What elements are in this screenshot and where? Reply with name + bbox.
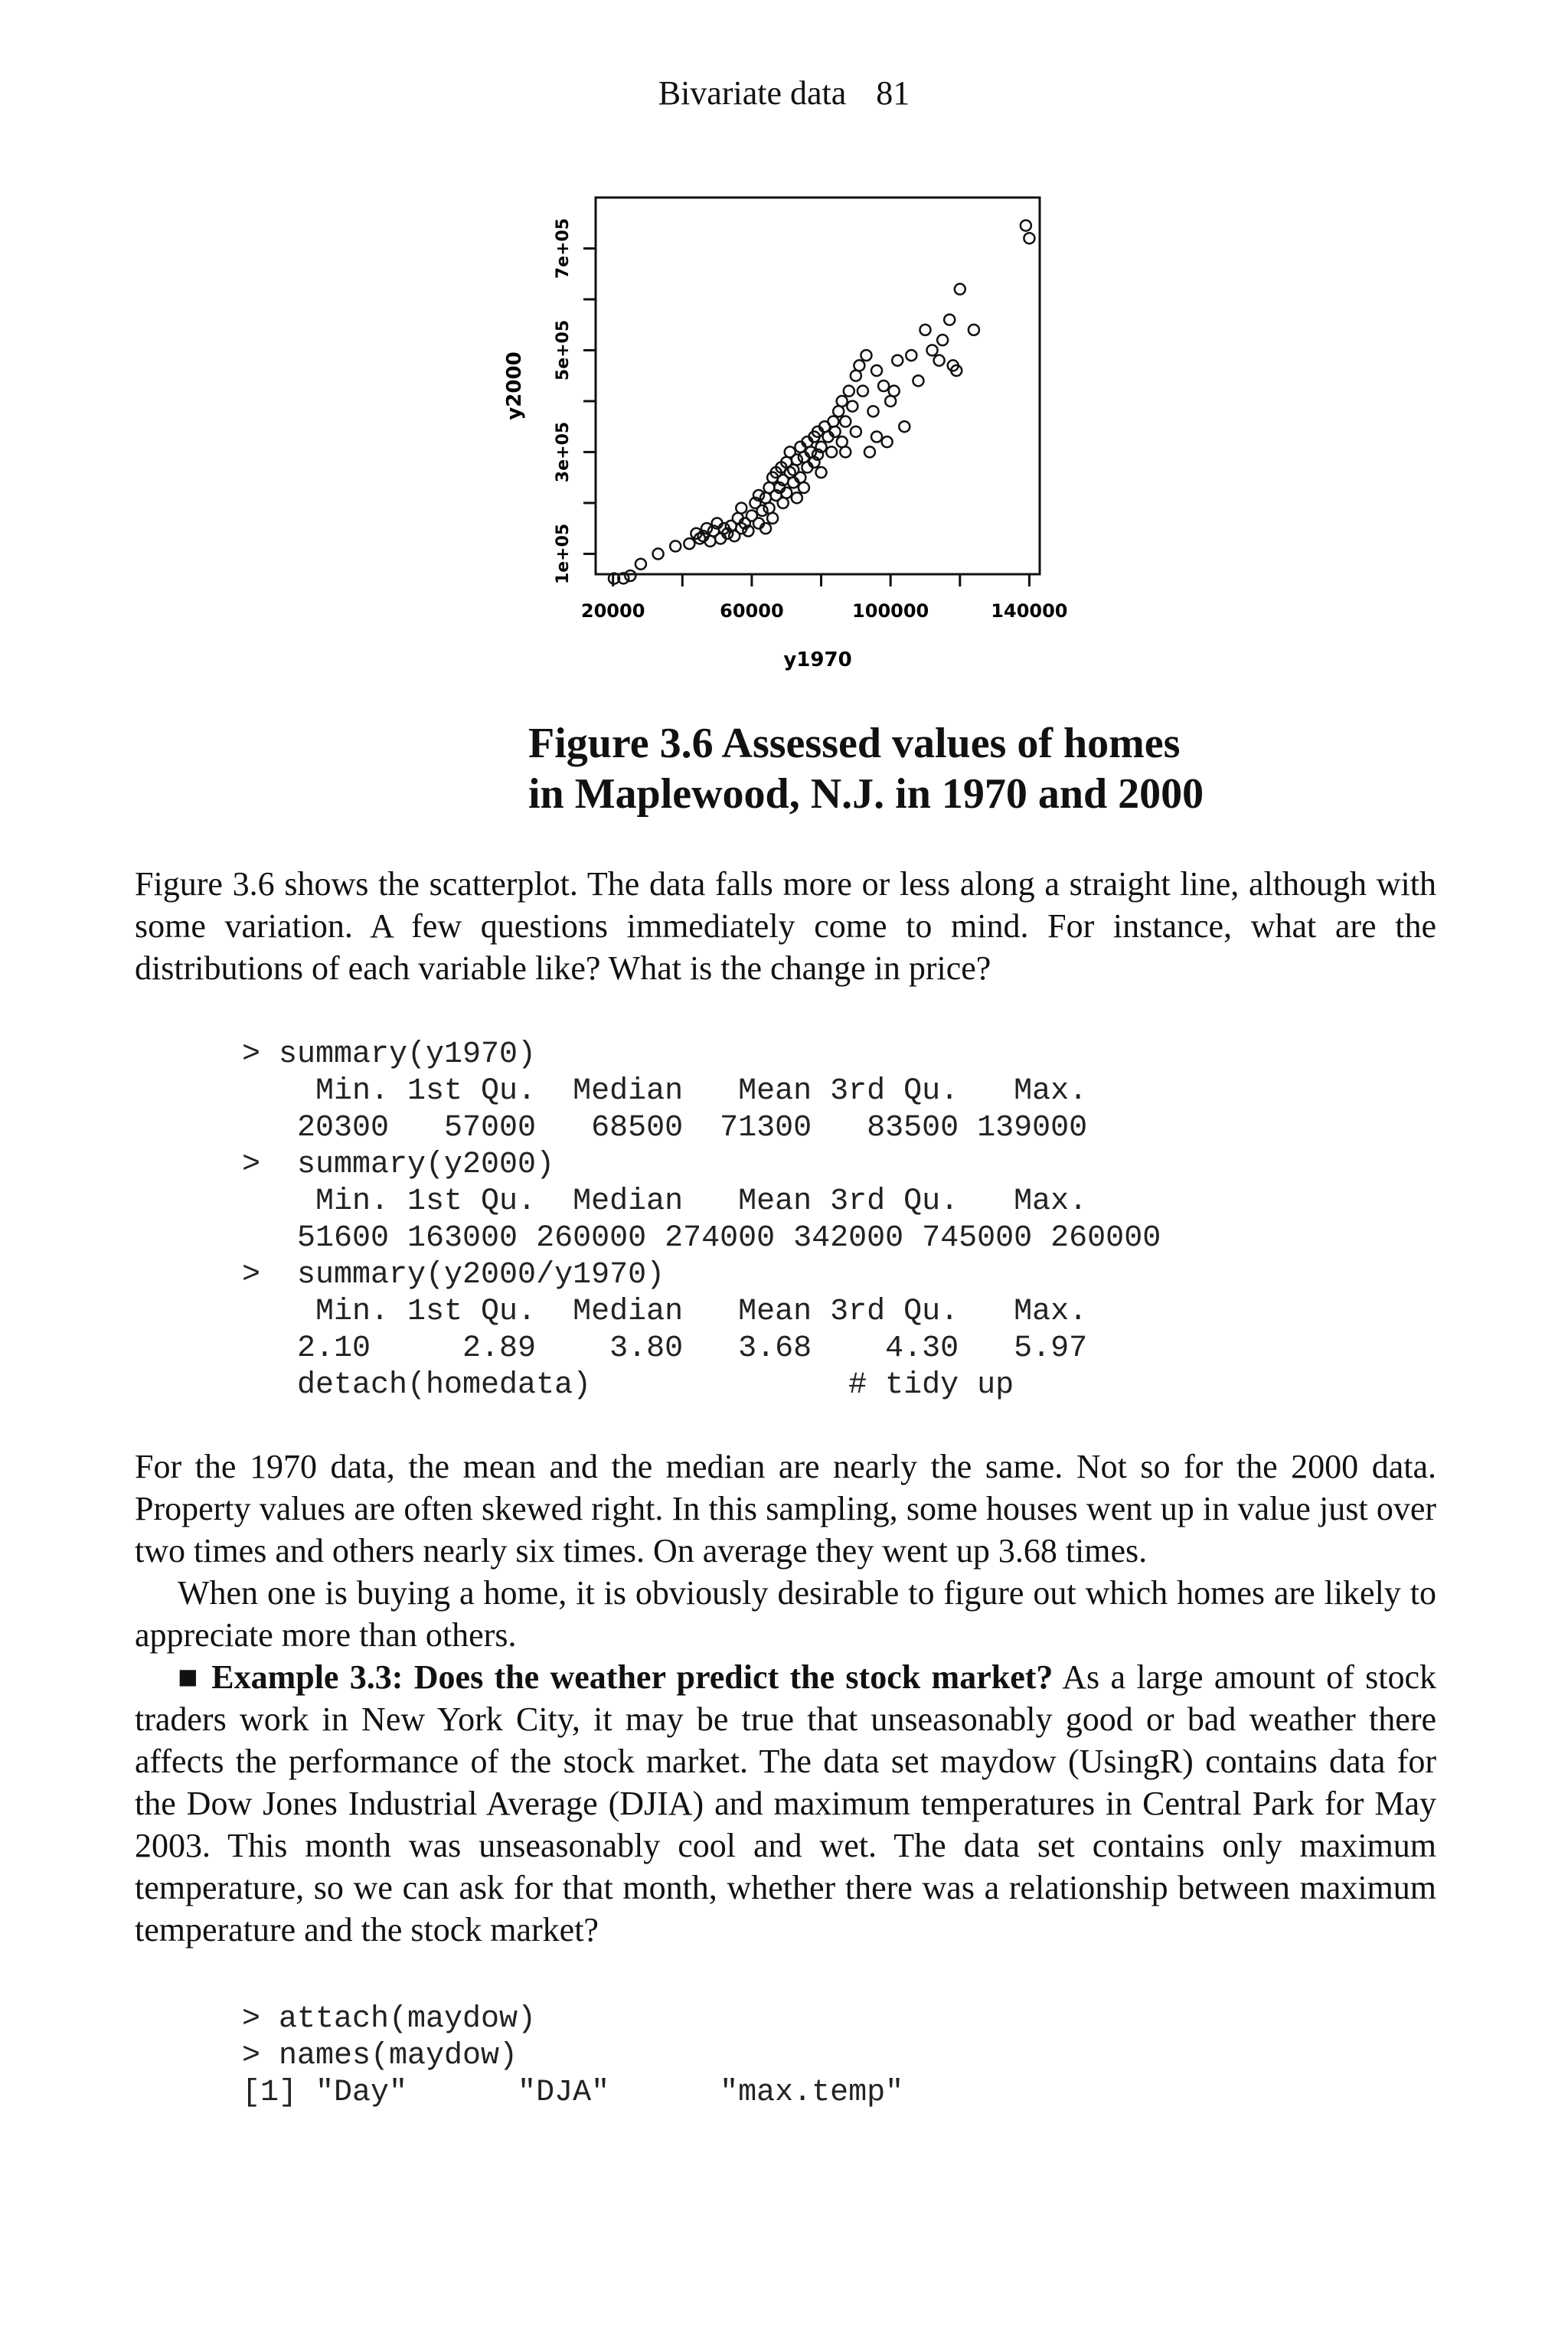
- scatter-point: [778, 498, 789, 508]
- caption-line-2: in Maplewood, N.J. in 1970 and 2000: [528, 770, 1204, 818]
- scatter-point: [840, 416, 851, 427]
- scatter-plot: [490, 190, 1087, 695]
- y-axis: [554, 218, 596, 584]
- caption-line-1: Figure 3.6 Assessed values of homes: [528, 720, 1181, 767]
- figure-caption: [528, 718, 1370, 819]
- scatter-point: [864, 446, 875, 457]
- paragraph-3: When one is buying a home, it is obviously desirable to figure out which homes are likely to appreciate more than others.: [135, 1574, 1436, 1654]
- data-points: [609, 220, 1034, 584]
- plot-frame: [596, 198, 1040, 574]
- scatter-point: [899, 421, 910, 432]
- scatter-point: [882, 436, 893, 447]
- scatter-point: [892, 355, 903, 366]
- code-block-1: [242, 1037, 1161, 1404]
- example-title: Example 3.3: Does the weather predict the stock market?: [211, 1658, 1054, 1696]
- scatter-point: [840, 446, 851, 457]
- y-tick-label: 1e+05: [554, 523, 573, 585]
- example-text: As a large amount of stock traders work in New York City, it may be true that unseasonably good or bad weather there affects the performance of the stock market. The data set maydow (UsingR) contains data for the Dow Jones Industrial Average (DJIA) and maximum temperatures in Central Park for May 2003. This month was unseasonably cool and wet. The data set contains only maximum temperature, so we can ask for that month, whether there was a relationship between maximum temperature and the stock market?: [135, 1658, 1436, 1949]
- x-tick-label: 20000: [580, 600, 645, 622]
- paragraph-1: Figure 3.6 shows the scatterplot. The data falls more or less along a straight line, although with some variation. A few questions immediately come to mind. For instance, what are the distributions of each variable like? What is the change in price?: [135, 865, 1436, 987]
- scatter-point: [625, 570, 635, 581]
- code-line: > summary(y1970): [242, 1037, 537, 1072]
- scatter-point: [1024, 233, 1034, 243]
- scatter-point: [833, 406, 844, 416]
- code-line: [1] "Day" "DJA" "max.temp": [242, 2076, 904, 2110]
- scatter-point: [927, 345, 938, 355]
- scatter-point: [792, 492, 802, 503]
- scatter-point: [826, 446, 837, 457]
- bullet-icon: ■: [178, 1658, 201, 1696]
- scatter-point: [851, 426, 861, 437]
- scatter-point: [757, 505, 768, 516]
- scatter-point: [885, 396, 896, 407]
- scatter-point: [844, 386, 854, 397]
- scatter-point: [854, 360, 864, 371]
- x-tick-label: 60000: [720, 600, 784, 622]
- scatter-point: [837, 396, 848, 407]
- code-line: 51600 163000 260000 274000 342000 745000 260000: [242, 1221, 1161, 1256]
- y-tick-label: 5e+05: [554, 319, 573, 381]
- scatter-point: [851, 371, 861, 381]
- page-number: 81: [876, 74, 910, 112]
- scatter-point: [944, 315, 955, 325]
- code-line: > names(maydow): [242, 2039, 518, 2073]
- scatter-point: [837, 436, 848, 447]
- code-line: Min. 1st Qu. Median Mean 3rd Qu. Max.: [242, 1295, 1088, 1329]
- scatter-point: [764, 503, 775, 514]
- running-title: Bivariate data: [658, 74, 847, 112]
- code-line: 2.10 2.89 3.80 3.68 4.30 5.97: [242, 1331, 1088, 1366]
- code-line: detach(homedata) # tidy up: [242, 1368, 1014, 1403]
- x-axis-label: y1970: [783, 648, 852, 671]
- scatter-point: [868, 406, 879, 416]
- scatter-point: [792, 454, 802, 465]
- y-axis-label: y2000: [503, 351, 526, 420]
- scatter-point: [653, 548, 664, 559]
- code-line: Min. 1st Qu. Median Mean 3rd Qu. Max.: [242, 1074, 1088, 1109]
- x-tick-label: 100000: [852, 600, 929, 622]
- scatter-point: [635, 559, 646, 570]
- x-tick-label: 140000: [991, 600, 1068, 622]
- paragraph-2: For the 1970 data, the mean and the median are nearly the same. Not so for the 2000 data. Property values are often skewed right. In this sampling, some houses went up in value just over two times and others nearly six times. On average they went up 3.68 times.: [135, 1448, 1436, 1570]
- scatter-point: [816, 467, 827, 478]
- scatter-point: [969, 325, 979, 335]
- paragraph-1-block: [135, 863, 1436, 989]
- scatter-point: [799, 482, 809, 493]
- example-paragraph: [135, 1656, 1436, 1951]
- scatter-point: [858, 386, 868, 397]
- scatter-point: [847, 401, 858, 412]
- code-line: Min. 1st Qu. Median Mean 3rd Qu. Max.: [242, 1184, 1088, 1219]
- code-block-2: [242, 2001, 903, 2112]
- scatter-point: [684, 538, 694, 549]
- y-tick-label: 3e+05: [554, 421, 573, 483]
- scatter-point: [906, 350, 916, 361]
- scatter-point: [920, 325, 930, 335]
- scatter-point: [736, 503, 746, 514]
- code-line: > summary(y2000/y1970): [242, 1258, 665, 1292]
- scatter-point: [937, 335, 948, 345]
- code-line: > summary(y2000): [242, 1148, 555, 1182]
- scatter-point: [955, 284, 965, 295]
- scatter-point: [934, 355, 945, 366]
- code-line: 20300 57000 68500 71300 83500 139000: [242, 1111, 1088, 1145]
- scatter-point: [913, 375, 923, 386]
- scatter-point: [871, 365, 882, 376]
- code-line: > attach(maydow): [242, 2002, 537, 2037]
- x-axis: [581, 574, 1068, 622]
- scatter-point: [828, 416, 838, 427]
- body-text: [135, 1446, 1436, 1951]
- scatter-point: [767, 513, 778, 524]
- scatter-point: [670, 541, 681, 551]
- scatter-point: [1021, 220, 1031, 231]
- scatter-point: [760, 492, 771, 503]
- scatter-point: [889, 386, 900, 397]
- scatter-point: [878, 381, 889, 391]
- scatter-point: [871, 431, 882, 442]
- y-tick-label: 7e+05: [554, 217, 573, 279]
- running-header: [0, 74, 1568, 113]
- scatter-point: [861, 350, 871, 361]
